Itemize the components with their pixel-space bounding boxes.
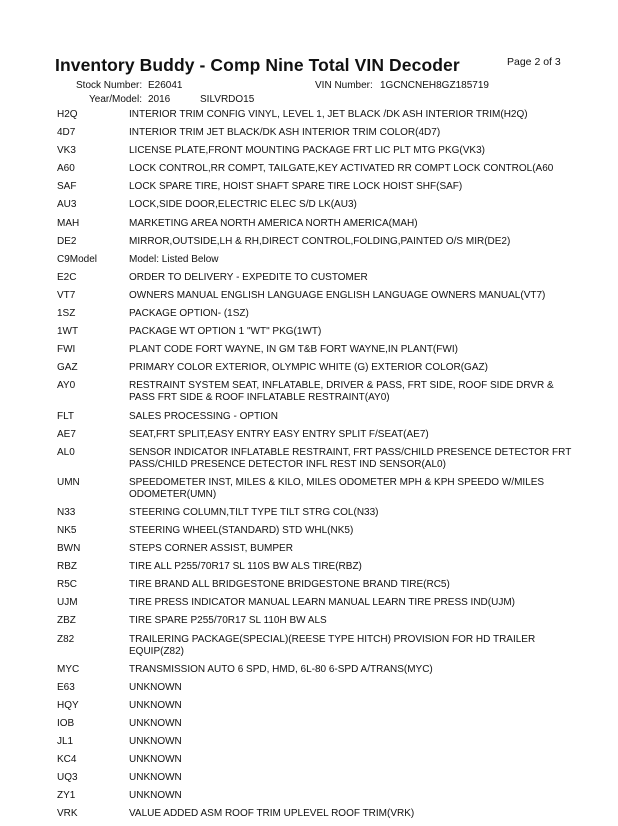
option-description: LOCK,SIDE DOOR,ELECTRIC ELEC S/D LK(AU3) (129, 199, 357, 211)
option-description: MARKETING AREA NORTH AMERICA NORTH AMERICA(MAH) (129, 217, 418, 229)
option-code: AL0 (57, 446, 75, 458)
option-description: ORDER TO DELIVERY - EXPEDITE TO CUSTOMER (129, 271, 368, 283)
option-description: PRIMARY COLOR EXTERIOR, OLYMPIC WHITE (G) EXTERIOR COLOR(GAZ) (129, 362, 488, 374)
option-description: SEAT,FRT SPLIT,EASY ENTRY EASY ENTRY SPLIT F/SEAT(AE7) (129, 428, 429, 440)
list-item (57, 790, 577, 802)
list-item (57, 362, 577, 374)
stock-number-label: Stock Number: (76, 80, 143, 91)
option-code: AY0 (57, 380, 76, 392)
option-code: KC4 (57, 754, 77, 766)
option-description: STEERING COLUMN,TILT TYPE TILT STRG COL(N33) (129, 506, 379, 518)
vin-number-value: 1GCNCNEH8GZ185719 (380, 80, 489, 91)
option-code: GAZ (57, 362, 78, 374)
option-code: IOB (57, 717, 75, 729)
option-description: PACKAGE WT OPTION 1 "WT" PKG(1WT) (129, 326, 322, 338)
option-description: UNKNOWN (129, 681, 182, 693)
option-code: HQY (57, 699, 79, 711)
list-item (57, 145, 577, 157)
page-title: Inventory Buddy - Comp Nine Total VIN Decoder (55, 55, 460, 75)
option-description: TIRE SPARE P255/70R17 SL 110H BW ALS (129, 615, 327, 627)
list-item (57, 543, 577, 555)
vin-number-label: VIN Number: (315, 80, 373, 91)
option-code: C9Model (57, 253, 98, 265)
option-description: SALES PROCESSING - OPTION (129, 410, 278, 422)
option-code: DE2 (57, 235, 77, 247)
list-item (57, 682, 577, 694)
option-description: RESTRAINT SYSTEM SEAT, INFLATABLE, DRIVER & PASS, FRT SIDE, ROOF SIDE DRVR & PASS FRT SIDE & ROOF INFLATABLE RESTRAINT(AY0) (129, 380, 554, 404)
option-code: MYC (57, 663, 80, 675)
list-item (57, 109, 577, 121)
option-code: VT7 (57, 289, 76, 301)
option-description: TRAILERING PACKAGE(SPECIAL)(REESE TYPE HITCH) PROVISION FOR HD TRAILER EQUIP(Z82) (129, 633, 536, 657)
option-code: ZY1 (57, 790, 76, 802)
option-code: VRK (57, 808, 78, 820)
list-item (57, 754, 577, 766)
option-code: UJM (57, 597, 78, 609)
option-code: 1SZ (57, 308, 76, 320)
option-description: INTERIOR TRIM JET BLACK/DK ASH INTERIOR TRIM COLOR(4D7) (129, 127, 441, 139)
option-code: R5C (57, 579, 78, 591)
option-code: UQ3 (57, 772, 78, 784)
option-description: SPEEDOMETER INST, MILES & KILO, MILES ODOMETER MPH & KPH SPEEDO W/MILES ODOMETER(UMN) (129, 476, 545, 500)
option-code: JL1 (57, 736, 74, 747)
option-code: ZBZ (57, 615, 76, 627)
option-description: MIRROR,OUTSIDE,LH & RH,DIRECT CONTROL,FOLDING,PAINTED O/S MIR(DE2) (129, 235, 511, 247)
list-item (57, 380, 577, 404)
option-code: AU3 (57, 199, 77, 211)
option-code: E2C (57, 271, 77, 283)
option-code: NK5 (57, 524, 77, 536)
option-description: PACKAGE OPTION- (1SZ) (129, 308, 249, 320)
option-code: N33 (57, 506, 76, 518)
list-item (57, 254, 577, 266)
option-description: UNKNOWN (129, 754, 182, 766)
option-description: UNKNOWN (129, 699, 182, 711)
list-item (57, 615, 577, 627)
list-item (57, 127, 577, 139)
list-item (57, 236, 577, 248)
list-item (57, 199, 577, 211)
option-description: LOCK CONTROL,RR COMPT, TAILGATE,KEY ACTIVATED RR COMPT LOCK CONTROL(A60 (129, 163, 554, 175)
model-value: SILVRDO15 (200, 94, 255, 105)
option-description: TIRE BRAND ALL BRIDGESTONE BRIDGESTONE BRAND TIRE(RC5) (129, 579, 450, 591)
list-item (57, 525, 577, 537)
option-description: STEERING WHEEL(STANDARD) STD WHL(NK5) (129, 524, 354, 536)
list-item (57, 429, 577, 441)
option-description: TIRE PRESS INDICATOR MANUAL LEARN MANUAL LEARN TIRE PRESS IND(UJM) (129, 597, 515, 609)
list-item (57, 718, 577, 730)
list-item (57, 634, 577, 658)
option-code: E63 (57, 681, 75, 693)
option-code: MAH (57, 217, 80, 229)
option-description: LICENSE PLATE,FRONT MOUNTING PACKAGE FRT LIC PLT MTG PKG(VK3) (129, 145, 485, 157)
list-item (57, 579, 577, 591)
option-description: UNKNOWN (129, 717, 182, 729)
option-code: A60 (57, 163, 75, 175)
list-item (57, 808, 577, 820)
list-item (57, 218, 577, 230)
option-code: SAF (57, 181, 77, 193)
option-description: STEPS CORNER ASSIST, BUMPER (129, 543, 293, 555)
option-code: Z82 (57, 633, 75, 645)
list-item (57, 736, 577, 748)
option-code: UMN (57, 476, 80, 488)
list-item (57, 290, 577, 302)
option-description: Model: Listed Below (129, 253, 219, 265)
option-description: LOCK SPARE TIRE, HOIST SHAFT SPARE TIRE LOCK HOIST SHF(SAF) (129, 181, 463, 193)
option-code: VK3 (57, 145, 76, 157)
option-description: UNKNOWN (129, 736, 182, 747)
list-item (57, 326, 577, 338)
list-item (57, 561, 577, 573)
page-number: Page 2 of 3 (507, 56, 561, 68)
list-item (57, 447, 577, 471)
option-code: RBZ (57, 561, 77, 573)
option-code-list (57, 109, 577, 826)
list-item (57, 477, 577, 501)
option-code: 1WT (57, 326, 79, 338)
list-item (57, 411, 577, 423)
year-model-label: Year/Model: (89, 94, 142, 105)
option-description: TIRE ALL P255/70R17 SL 110S BW ALS TIRE(RBZ) (129, 561, 362, 573)
option-description: UNKNOWN (129, 772, 182, 784)
option-description: UNKNOWN (129, 790, 182, 802)
list-item (57, 181, 577, 193)
option-code: H2Q (57, 109, 78, 120)
option-description: VALUE ADDED ASM ROOF TRIM UPLEVEL ROOF TRIM(VRK) (129, 808, 415, 820)
option-description: TRANSMISSION AUTO 6 SPD, HMD, 6L-80 6-SPD A/TRANS(MYC) (129, 663, 433, 675)
list-item (57, 272, 577, 284)
option-code: FLT (57, 410, 75, 422)
stock-number-value: E26041 (148, 80, 183, 91)
option-description: PLANT CODE FORT WAYNE, IN GM T&B FORT WAYNE,IN PLANT(FWI) (129, 344, 458, 356)
option-description: SENSOR INDICATOR INFLATABLE RESTRAINT, FRT PASS/CHILD PRESENCE DETECTOR FRT PASS/CHILD PRESENCE DETECTOR INFL REST IND SENSOR(AL0) (129, 446, 572, 470)
list-item (57, 664, 577, 676)
list-item (57, 597, 577, 609)
option-code: AE7 (57, 428, 76, 440)
option-code: FWI (57, 344, 76, 356)
list-item (57, 772, 577, 784)
list-item (57, 163, 577, 175)
list-item (57, 344, 577, 356)
list-item (57, 507, 577, 519)
option-description: INTERIOR TRIM CONFIG VINYL, LEVEL 1, JET BLACK /DK ASH INTERIOR TRIM(H2Q) (129, 109, 528, 120)
option-code: BWN (57, 543, 81, 555)
year-value: 2016 (148, 94, 171, 105)
option-description: OWNERS MANUAL ENGLISH LANGUAGE ENGLISH LANGUAGE OWNERS MANUAL(VT7) (129, 289, 546, 301)
list-item (57, 700, 577, 712)
option-code: 4D7 (57, 127, 76, 139)
list-item (57, 308, 577, 320)
